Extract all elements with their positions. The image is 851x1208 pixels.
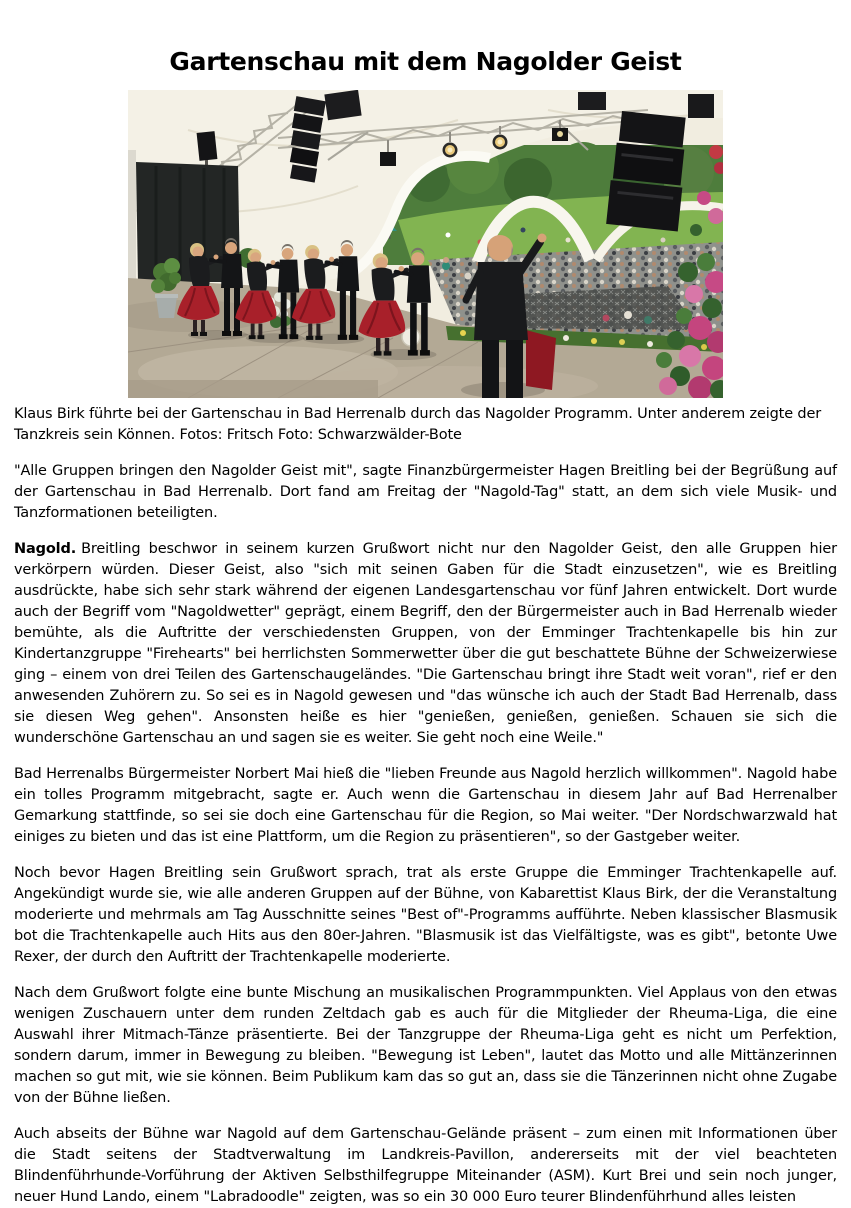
paragraph-lead: Nagold. [14, 541, 77, 557]
paragraph-text: Bad Herrenalbs Bürgermeister Norbert Mai hieß die "lieben Freunde aus Nagold herzlich willkommen". Nagold habe ein tolles Programm mitgebracht, sagte er. Auch wenn die Gartenschau in diesem Jahr auf Bad Herrenalber Gemarkung stattfinde, so sei sie doch eine Gartenschau für die Region, so Mai weiter. "Der Nordschwarzwald hat einiges zu bieten und das ist eine Plattform, um die Region zu präsentieren", so der Gastgeber weiter. [14, 766, 837, 845]
paragraph-text: Breitling beschwor in seinem kurzen Grußwort nicht nur den Nagolder Geist, den alle Gruppen hier verkörpern würden. Dieser Geist, also "sich mit seinen Gaben für die Stadt einzusetzen", wie es Breitling ausdrückte, habe sich sehr stark während der eigenen Landesgartenschau vor fünf Jahren entwickelt. Dort wurde auch der Begriff vom "Nagoldwetter" geprägt, einem Begriff, den der Bürgermeister auch in Bad Herrenalb wieder bemühte, als die Auftritte der verschiedensten Gruppen, von der Emminger Trachtenkapelle bis hin zur Kindertanzgruppe "Firehearts" bei herrlichsten Sommerwetter über die gut beschattete Bühne der Schweizerwiese ging – einem von drei Teilen des Gartenschaugeländes. "Die Gartenschau bringt ihre Stadt weit voran", rief er den anwesenden Zuhörern zu. So sei es in Nagold gewesen und "das wünsche ich auch der Stadt Bad Herrenalb, dass sie diesen Weg gehen". Ansonsten heiße es hier "genießen, genießen, genießen. Schauen sie sich die wunderschöne Gartenschau an und sagen sie es weiter. Sie geht noch eine Weile." [14, 541, 837, 746]
paragraph-rheuma-liga [14, 983, 837, 1109]
paragraph-blindenfuehrhunde [14, 1124, 837, 1208]
article-title: Gartenschau mit dem Nagolder Geist [169, 47, 682, 76]
paragraph-text: "Alle Gruppen bringen den Nagolder Geist mit", sagte Finanzbürgermeister Hagen Breitling bei der Begrüßung auf der Gartenschau in Bad Herrenalb. Dort fand am Freitag der "Nagold-Tag" statt, an dem sich viele Musik- und Tanzformationen beteiligten. [14, 463, 837, 521]
paragraph-text: Noch bevor Hagen Breitling sein Grußwort sprach, trat als erste Gruppe die Emminger Trachtenkapelle auf. Angekündigt wurde sie, wie alle anderen Gruppen auf der Bühne, von Kabarettist Klaus Birk, der die Veranstaltung moderierte und mehrmals am Tag Ausschnitte seines "Best of"-Programms aufführte. Neben klassischer Blasmusik bot die Trachtenkapelle auch Hits aus den 80er-Jahren. "Blasmusik ist das Vielfältigste, was es gibt", betonte Uwe Rexer, der durch den Auftritt der Trachtenkapelle moderierte. [14, 865, 837, 965]
paragraph-nagold [14, 539, 837, 749]
paragraph-intro [14, 461, 837, 524]
stage-photo [128, 90, 723, 398]
paragraph-text: Nach dem Grußwort folgte eine bunte Mischung an musikalischen Programmpunkten. Viel Applaus von den etwas wenigen Zuschauern unter dem runden Zeltdach gab es auch für die Mitglieder der Rheuma-Liga, die eine Auswahl ihrer Mitmach-Tänze präsentierte. Bei der Tanzgruppe der Rheuma-Liga geht es nicht um Perfektion, sondern darum, immer in Bewegung zu bleiben. "Bewegung ist Leben", lautet das Motto und alle Mittänzerinnen machen so gut mit, wie sie können. Beim Publikum kam das so gut an, dass sie die Tänzerinnen nicht ohne Zugabe von der Bühne ließen. [14, 985, 837, 1106]
stage-photo-illustration [128, 90, 723, 398]
paragraph-mai [14, 764, 837, 848]
paragraph-trachtenkapelle [14, 863, 837, 968]
article-figure [128, 90, 723, 398]
photo-caption: Klaus Birk führte bei der Gartenschau in Bad Herrenalb durch das Nagolder Programm. Unter anderem zeigte der Tanzkreis sein Können. Fotos: Fritsch Foto: Schwarzwälder-Bote [14, 406, 822, 443]
paragraph-text: Auch abseits der Bühne war Nagold auf dem Gartenschau-Gelände präsent – zum einen mit Informationen über die Stadt seitens der Stadtverwaltung im Landkreis-Pavillon, andererseits mit der viel beachteten Blindenführhunde-Vorführung der Aktiven Selbsthilfegruppe Miteinander (ASM). Kurt Brei und sein noch junger, neuer Hund Lando, einem "Labradoodle" zeigten, was so ein 30 000 Euro teurer Blindenführhund alles leisten [14, 1126, 837, 1205]
